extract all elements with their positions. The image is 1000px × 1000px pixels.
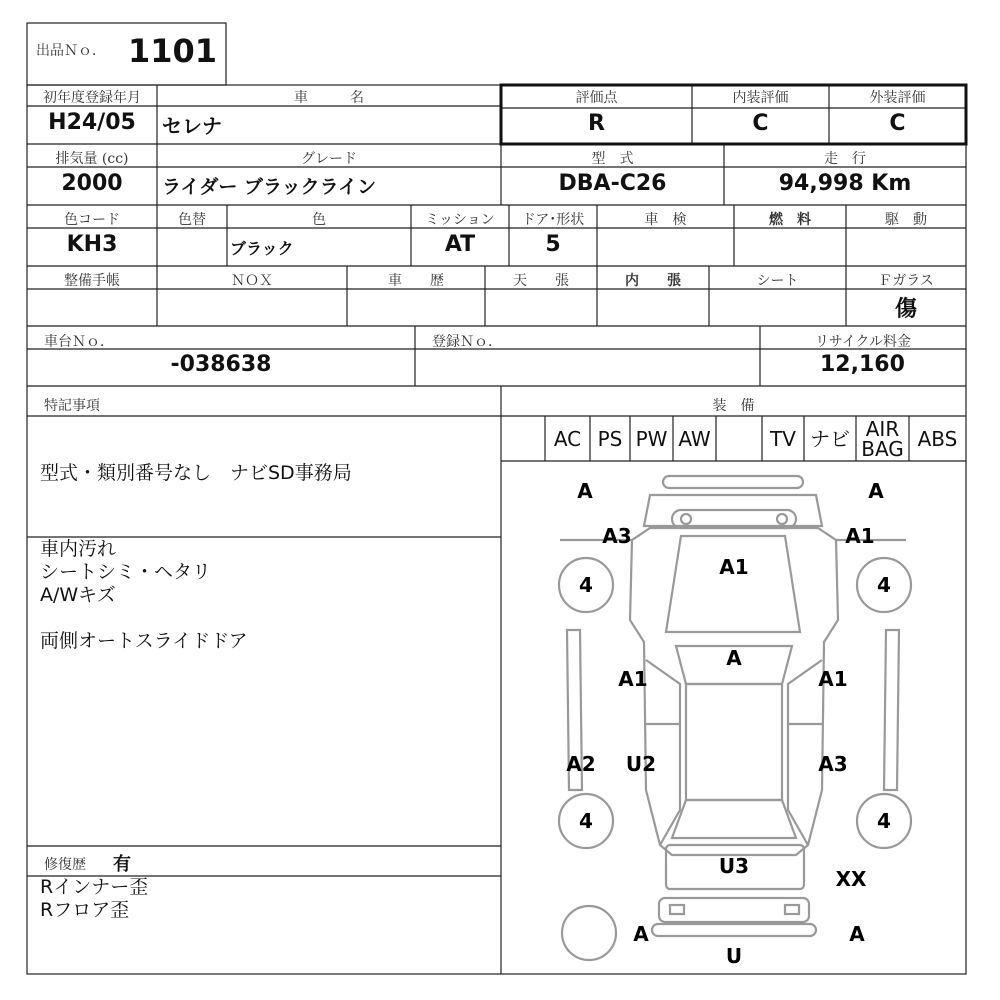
mark-roof-front: A — [726, 646, 742, 670]
equipment-aw: AW — [678, 427, 711, 451]
equipment-airbag: AIR BAG — [861, 417, 904, 461]
history-label: 車 歴 — [388, 273, 444, 289]
equipment-ac: AC — [553, 427, 582, 451]
mark-hood: A1 — [719, 555, 749, 579]
mileage-label: 走 行 — [824, 151, 866, 167]
mark-quarter-right: A3 — [818, 752, 848, 776]
tire-rear-right-label: 4 — [877, 809, 891, 833]
tire-front-left-label: 4 — [579, 573, 593, 597]
mission-label: ミッション — [425, 212, 495, 228]
exterior-label: 外装評価 — [869, 90, 926, 106]
chassis-label: 車台Ｎｏ． — [44, 334, 114, 350]
mark-rear-bottom: U — [725, 944, 743, 968]
seat-label: シート — [756, 273, 799, 289]
fglass-value: 傷 — [894, 297, 917, 322]
equipment-label: 装 備 — [712, 398, 755, 414]
first-reg-value: H24/05 — [48, 110, 136, 135]
score-label: 評価点 — [575, 90, 618, 106]
mark-front-right: A — [868, 479, 884, 503]
color-code-value: KH3 — [66, 232, 118, 257]
reg-no-label: 登録Ｎｏ． — [432, 334, 502, 350]
model-label: 型 式 — [591, 151, 634, 167]
interior-label: 内装評価 — [732, 90, 789, 106]
recycle-value: 12,160 — [820, 352, 905, 377]
equipment-blank-1 — [501, 417, 545, 461]
mark-rear-right-corner: A — [849, 922, 865, 946]
repair-memo: Rインナー歪 Rフロア歪 — [40, 876, 149, 921]
chassis-value: -038638 — [170, 352, 272, 377]
car-damage-diagram — [501, 461, 966, 974]
recycle-label: リサイクル料金 — [814, 334, 912, 350]
color-change-label: 色替 — [178, 212, 206, 228]
grade-label: グレード — [301, 151, 357, 167]
repair-value: 有 — [113, 854, 131, 875]
mark-door-front-right: A1 — [818, 667, 848, 691]
equipment-ps: PS — [597, 427, 623, 451]
nox-label: ＮＯＸ — [231, 273, 273, 289]
mark-fender-right: A1 — [845, 524, 875, 548]
fglass-label: Ｆガラス — [878, 273, 934, 289]
notes-line: 型式・類別番号なし ナビSD事務局 — [40, 462, 352, 484]
mission-value: AT — [444, 232, 476, 257]
drive-label: 駆 動 — [885, 212, 927, 228]
exterior-value: C — [889, 111, 906, 136]
inspection-label: 車 検 — [644, 212, 687, 228]
first-reg-label: 初年度登録年月 — [43, 90, 141, 106]
lot-label: 出品Ｎｏ． — [36, 43, 106, 59]
roof-label: 天 張 — [513, 273, 569, 289]
equipment-tv: TV — [770, 427, 796, 451]
color-value: ブラック — [230, 239, 294, 258]
displacement-label: 排気量 (cc) — [55, 151, 129, 167]
fuel-label: 燃 料 — [769, 212, 811, 228]
mark-quarter-left: A2 — [566, 752, 596, 776]
interior-trim-label: 内 張 — [625, 273, 681, 289]
mark-door-rear-left: U2 — [625, 752, 657, 776]
tire-rear-left-label: 4 — [579, 809, 593, 833]
displacement-value: 2000 — [61, 171, 123, 196]
mark-fender-left: A3 — [602, 524, 632, 548]
door-label: ドア･形状 — [521, 212, 585, 228]
equipment-navi: ナビ — [810, 427, 850, 451]
equipment-abs: ABS — [917, 427, 958, 451]
score-value: R — [588, 111, 605, 136]
equipment-pw: PW — [635, 427, 668, 451]
lot-number: 1101 — [128, 32, 218, 70]
mileage-value: 94,998 Km — [778, 171, 912, 196]
notes-memo: 車内汚れ シートシミ・ヘタリ A/Wキズ 両側オートスライドドア — [40, 538, 248, 652]
door-value: 5 — [545, 232, 561, 257]
maintenance-label: 整備手帳 — [64, 273, 120, 289]
mark-rear-left-corner: A — [633, 922, 649, 946]
tire-front-right-label: 4 — [877, 573, 891, 597]
color-code-label: 色コード — [64, 212, 120, 228]
mark-trunk: U3 — [718, 854, 750, 878]
model-value: DBA-C26 — [558, 171, 667, 196]
color-label: 色 — [312, 212, 326, 228]
interior-value: C — [752, 111, 769, 136]
mark-front-left: A — [577, 479, 593, 503]
mark-rear-right: XX — [835, 867, 867, 891]
notes-label: 特記事項 — [44, 398, 100, 414]
mark-door-front-left: A1 — [618, 667, 648, 691]
car-name-value: セレナ — [162, 114, 222, 138]
spare-tire — [562, 906, 616, 960]
car-name-label: 車 名 — [294, 90, 364, 106]
equipment-blank-2 — [716, 417, 762, 461]
grade-value: ライダー ブラックライン — [162, 176, 377, 198]
repair-label: 修復歴 — [44, 857, 86, 873]
